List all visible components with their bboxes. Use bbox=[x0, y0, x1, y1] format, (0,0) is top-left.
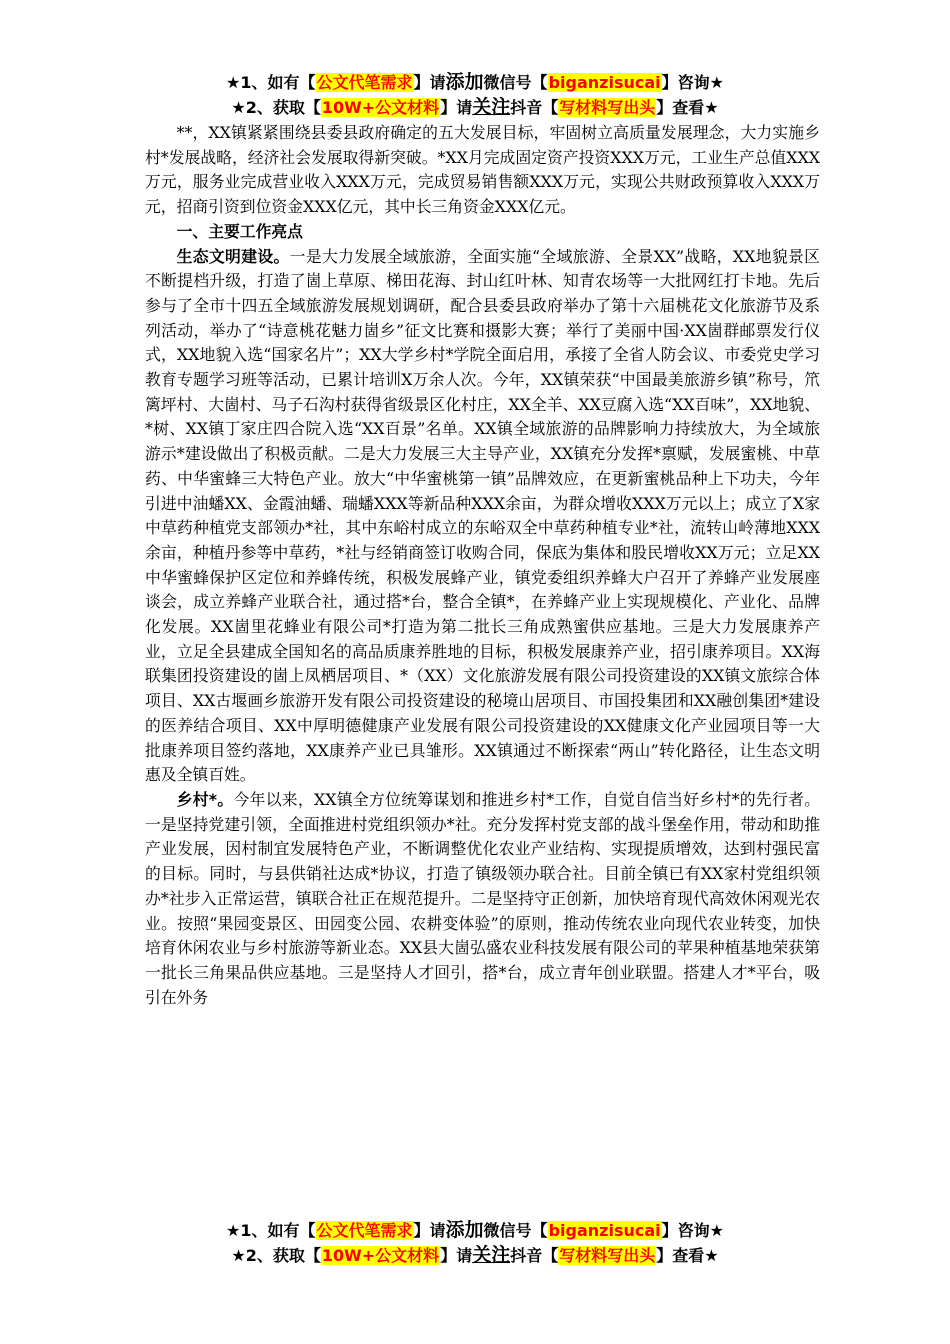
banner-emphasis: 关注 bbox=[472, 1244, 511, 1266]
banner-text: ★1、如有【 bbox=[226, 73, 316, 92]
promo-banner-line2 bbox=[0, 95, 950, 120]
banner-highlight: 写材料写出头 bbox=[559, 98, 656, 117]
banner-highlight: biganzisucai bbox=[548, 73, 661, 92]
banner-text: 微信号【 bbox=[483, 73, 548, 92]
ecology-paragraph-title: 生态文明建设。 bbox=[176, 246, 290, 266]
promo-banner-line1 bbox=[0, 70, 950, 95]
banner-emphasis: 关注 bbox=[472, 96, 511, 118]
banner-emphasis: 添加 bbox=[445, 1219, 484, 1241]
banner-text: 抖音【 bbox=[510, 98, 559, 117]
document-body bbox=[145, 121, 820, 1010]
banner-highlight: 公文代笔需求 bbox=[316, 1221, 413, 1240]
banner-highlight: biganzisucai bbox=[548, 1221, 661, 1240]
rural-paragraph-title: 乡村*。 bbox=[176, 789, 234, 809]
banner-text: 】请 bbox=[440, 1246, 473, 1265]
promo-banner-line1-bottom bbox=[0, 1218, 950, 1243]
banner-text: 】查看★ bbox=[656, 98, 719, 117]
banner-text: ★1、如有【 bbox=[226, 1221, 316, 1240]
ecology-paragraph-text: 一是大力发展全域旅游，全面实施“全域旅游、全景XX”战略，XX地貌景区不断提档升级，打造了崮上草原、梯田花海、封山红叶林、知青农场等一大批网红打卡地。先后参与了全市十四五全域旅游发展规划调研，配合县委县政府举办了第十六届桃花文化旅游节及系列活动，举办了“诗意桃花魅力崮乡”征文比赛和摄影大赛；举行了美丽中国·XX崮群邮票发行仪式，XX地貌入选“国家名片”；XX大学乡村*学院全面启用，承接了全省人防会议、市委党史学习教育专题学习班等活动，已累计培训X万余人次。今年，XX镇荣获“中国最美旅游乡镇”称号，笊篱坪村、大崮村、马子石沟村获得省级景区化村庄，XX全羊、XX豆腐入选“XX百味”，XX地貌、*树、XX镇丁家庄四合院入选“XX百景”名单。XX镇全域旅游的品牌影响力持续放大，为全域旅游示*建设做出了积极贡献。二是大力发展三大主导产业，XX镇充分发挥*禀赋，发展蜜桃、中草药、中华蜜蜂三大特色产业。放大“中华蜜桃第一镇”品牌效应，在更新蜜桃品种上下功夫，今年引进中油蟠XX、金霞油蟠、瑞蟠XXX等新品种XXX余亩，为群众增收XXX万元以上；成立了X家中草药种植党支部领办*社，其中东峪村成立的东峪双全中草药种植专业*社，流转山岭薄地XXX余亩，种植丹参等中草药，*社与经销商签订收购合同，保底为集体和股民增收XX万元；立足XX中华蜜蜂保护区定位和养蜂传统，积极发展蜂产业，镇党委组织养蜂大户召开了养蜂产业发展座谈会，成立养蜂产业联合社，通过搭*台，整合全镇*，在养蜂产业上实现规模化、产业化、品牌化发展。XX崮里花蜂业有限公司*打造为第二批长三角成熟蜜供应基地。三是大力发展康养产业，立足全县建成全国知名的高品质康养胜地的目标，积极发展康养产业，招引康养项目。XX海联集团投资建设的崮上凤栖居项目、*（XX）文化旅游发展有限公司投资建设的XX镇文旅综合体项目、XX古堰画乡旅游开发有限公司投资建设的秘境山居项目、市国投集团和XX融创集团*建设的医养结合项目、XX中厚明德健康产业发展有限公司投资建设的XX健康文化产业园项目等一大批康养项目签约落地，XX康养产业已具雏形。XX镇通过不断探索“两山”转化路径，让生态文明惠及全镇百姓。 bbox=[145, 246, 820, 785]
banner-text: 】请 bbox=[413, 73, 446, 92]
banner-highlight: 10W+公文材料 bbox=[321, 98, 440, 117]
banner-text: ★2、获取【 bbox=[231, 1246, 321, 1265]
banner-highlight: 10W+公文材料 bbox=[321, 1246, 440, 1265]
intro-paragraph: **，XX镇紧紧围绕县委县政府确定的五大发展目标，牢固树立高质量发展理念，大力实施乡村*发展战略，经济社会发展取得新突破。*XX月完成固定资产投资XXX万元，工业生产总值XXX万元，服务业完成营业收入XXX万元，完成贸易销售额XXX万元，实现公共财政预算收入XXX万元，招商引资到位资金XXX亿元，其中长三角资金XXX亿元。 bbox=[145, 123, 820, 217]
banner-text: 】咨询★ bbox=[661, 1221, 724, 1240]
banner-text: 微信号【 bbox=[483, 1221, 548, 1240]
banner-text: 】请 bbox=[413, 1221, 446, 1240]
banner-text: 抖音【 bbox=[510, 1246, 559, 1265]
banner-text: 】查看★ bbox=[656, 1246, 719, 1265]
section-heading bbox=[145, 220, 820, 245]
banner-text: 】咨询★ bbox=[661, 73, 724, 92]
rural-paragraph bbox=[145, 788, 820, 1010]
rural-paragraph-text: 今年以来，XX镇全方位统筹谋划和推进乡村*工作，自觉自信当好乡村*的先行者。一是坚持党建引领，全面推进村党组织领办*社。充分发挥村党支部的战斗堡垒作用，带动和助推产业发展，因村制宜发展特色产业，不断调整优化农业产业结构、实现提质增效，达到村强民富的目标。同时，与县供销社达成*协议，打造了镇级领办联合社。目前全镇已有XX家村党组织领办*社步入正常运营，镇联合社正在规范提升。二是坚持守正创新，加快培育现代高效休闲观光农业。按照“果园变景区、田园变公园、农耕变体验”的原则，推动传统农业向现代农业转变，加快培育休闲农业与乡村旅游等新业态。XX县大崮弘盛农业科技发展有限公司的苹果种植基地荣获第一批长三角果品供应基地。三是坚持人才回引，搭*台，成立青年创业联盟。搭建人才*平台，吸引在外务 bbox=[145, 789, 820, 1007]
banner-text: ★2、获取【 bbox=[231, 98, 321, 117]
banner-highlight: 写材料写出头 bbox=[559, 1246, 656, 1265]
banner-text: 】请 bbox=[440, 98, 473, 117]
section-heading-text: 一、主要工作亮点 bbox=[176, 221, 303, 241]
promo-banner-line2-bottom bbox=[0, 1243, 950, 1268]
banner-highlight: 公文代笔需求 bbox=[316, 73, 413, 92]
banner-emphasis: 添加 bbox=[445, 71, 484, 93]
ecology-paragraph bbox=[145, 245, 820, 788]
